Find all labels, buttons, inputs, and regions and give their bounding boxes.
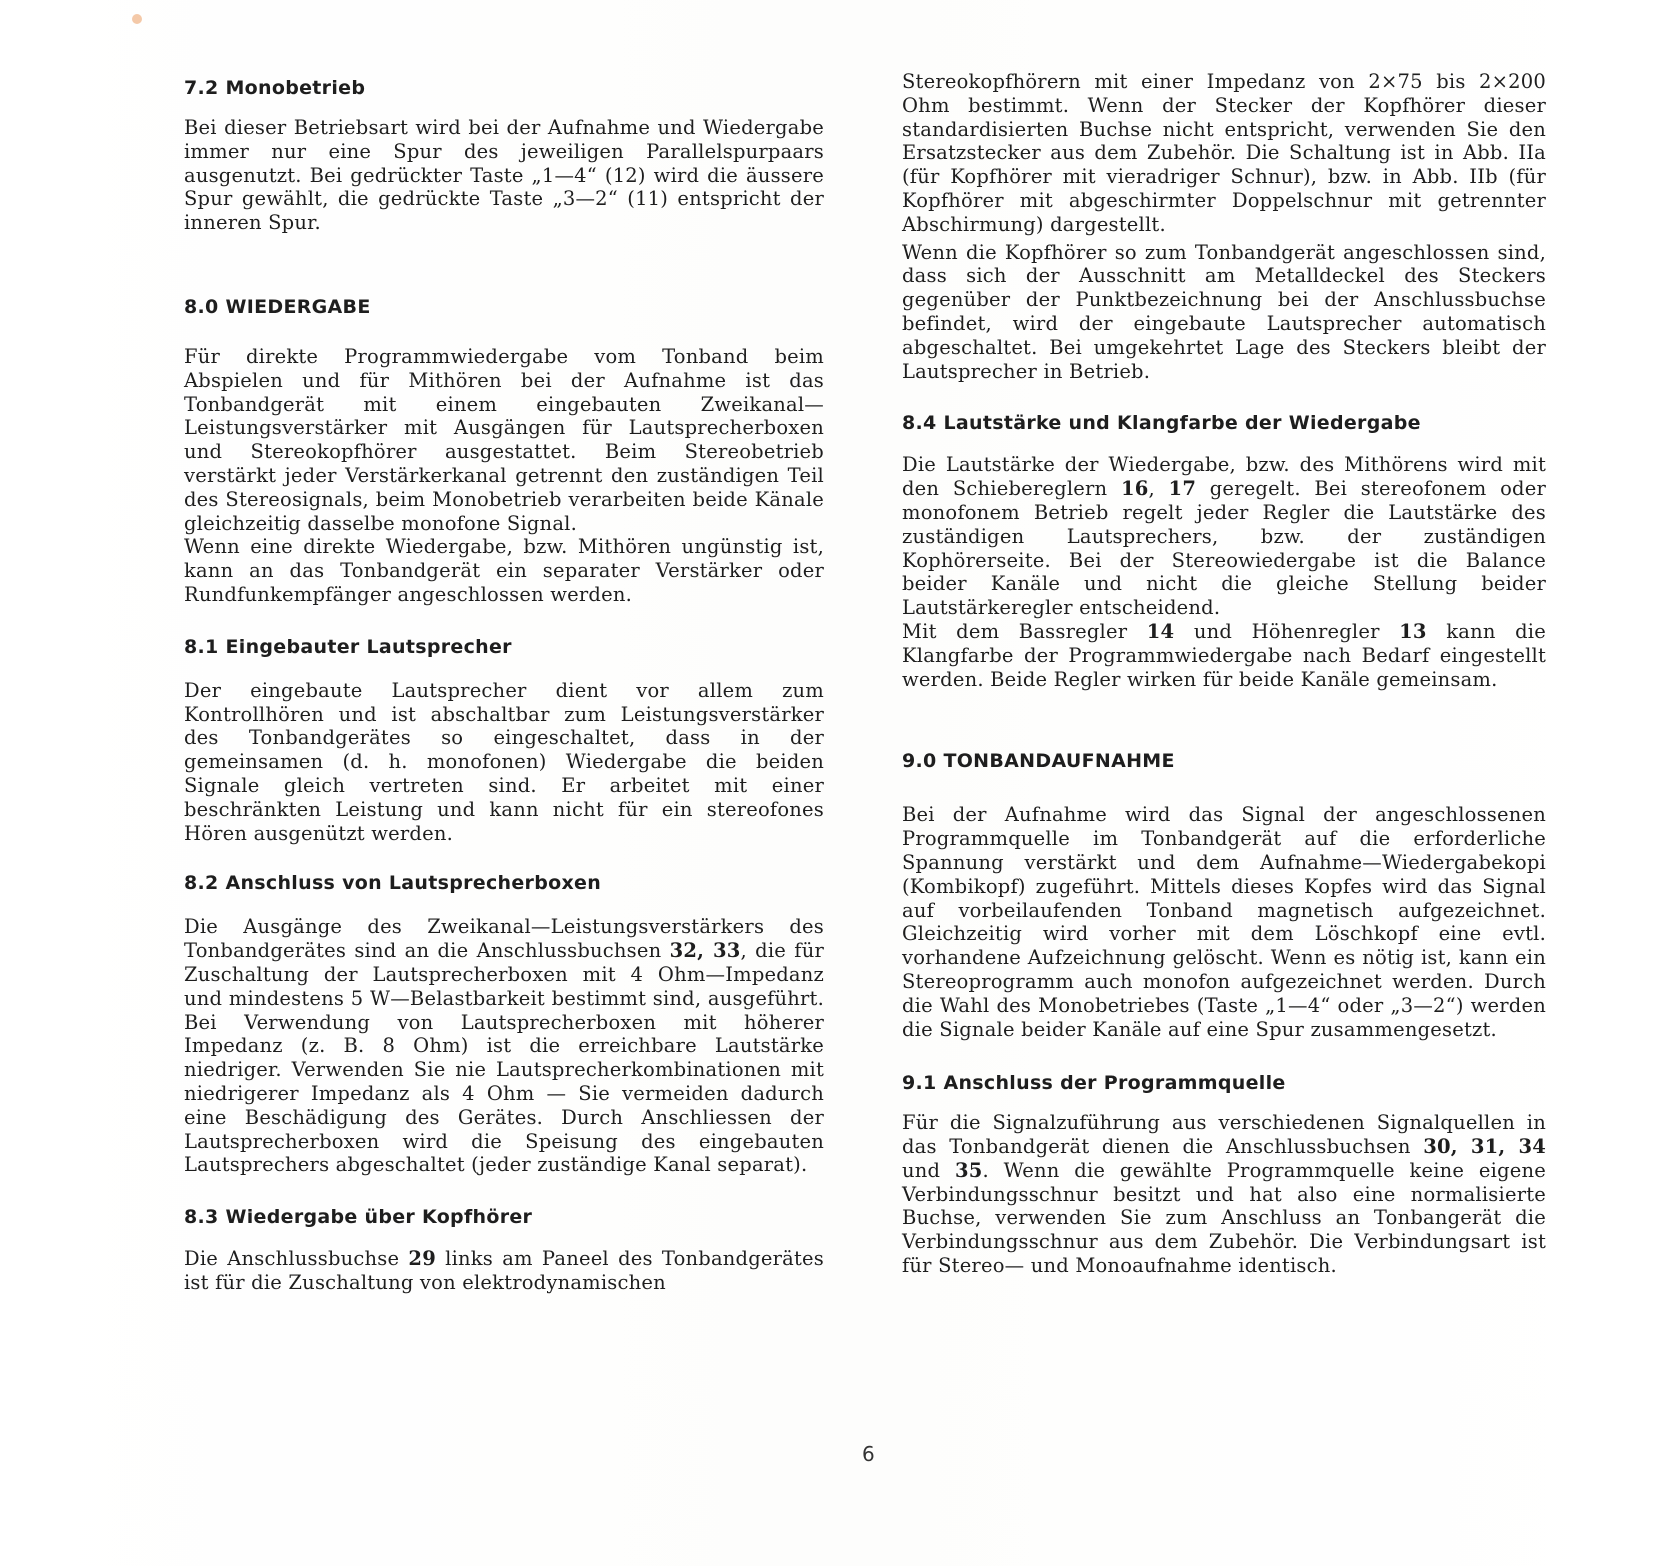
section-8-4-text: Die Lautstärke der Wiedergabe, bzw. des Mithörens wird mit den Schiebereglern 16, 17 geregelt. Bei stereofonem oder monofonem Betrieb regelt jeder Regler die Lautstärke des zuständigen Lautsprechers, bzw. der zuständigen Kophörerseite. Bei der Stereowiedergabe ist die Balance beider Kanäle und nicht die gleiche Stellung beider Lautstärkeregler entscheidend. — [902, 453, 1546, 620]
section-8-0-heading: 8.0 WIEDERGABE — [184, 295, 371, 318]
section-8-0-text-2: Wenn eine direkte Wiedergabe, bzw. Mithören ungünstig ist, kann an das Tonbandgerät ein separater Verstärker oder Rundfunkempfänger angeschlossen werden. — [184, 535, 824, 606]
right-column — [902, 70, 1546, 1278]
section-8-3-continued-2: Wenn die Kopfhörer so zum Tonbandgerät angeschlossen sind, dass sich der Ausschnitt am Metalldeckel des Steckers gegenüber der Punktbezeichnung bei der Anschlussbuchse befindet, wird der eingebaute Lautsprecher automatisch abgeschaltet. Bei umgekehrtet Lage des Steckers bleibt der Lautsprecher in Betrieb. — [902, 240, 1546, 383]
section-7-2-heading: 7.2 Monobetrieb — [184, 77, 366, 99]
section-9-1-heading: 9.1 Anschluss der Programmquelle — [902, 1072, 1286, 1095]
socket-number-29: 29 — [408, 1247, 436, 1271]
section-8-0-text: Für direkte Programmwiedergabe vom Tonband beim Abspielen und für Mithören bei der Aufnahme ist das Tonbandgerät mit einem eingebauten Zweikanal—Leistungsverstärker mit Ausgängen für Lautsprecherboxen und Stereokopfhörer ausgestattet. Beim Stereobetrieb verstärkt jeder Verstärkerkanal getrennt den zuständigen Teil des Stereosignals, beim Monobetrieb verarbeiten beide Känale gleichzeitig dasselbe monofone Signal. — [184, 344, 824, 535]
paper-mark — [132, 14, 142, 24]
section-8-2-heading: 8.2 Anschluss von Lautsprecherboxen — [184, 872, 602, 895]
left-column — [184, 76, 824, 1295]
section-9-1-text: Für die Signalzuführung aus verschiedenen Signalquellen in das Tonbandgerät dienen die Anschlussbuchsen 30, 31, 34 und 35. Wenn die gewählte Programmquelle keine eigene Verbindungsschnur besitzt und hat also eine normalisierte Buchse, verwenden Sie zum Anschluss an Tonbangerät die Verbindungsschnur aus dem Zubehör. Die Verbindungsart ist für Stereo— und Monoaufnahme identisch. — [902, 1111, 1546, 1278]
section-8-4-text-2: Mit dem Bassregler 14 und Höhenregler 13 kann die Klangfarbe der Programmwiedergabe nach Bedarf eingestellt werden. Beide Regler wirken für beide Kanäle gemeinsam. — [902, 619, 1546, 691]
section-8-3-text: Die Anschlussbuchse 29 links am Paneel des Tonbandgerätes ist für die Zuschaltung von elektrodynamischen — [184, 1247, 824, 1294]
section-8-4-heading: 8.4 Lautstärke und Klangfarbe der Wiedergabe — [902, 412, 1421, 435]
section-9-0-heading: 9.0 TONBANDAUFNAHME — [902, 750, 1175, 773]
section-9-0-text: Bei der Aufnahme wird das Signal der angeschlossenen Programmquelle im Tonbandgerät auf die erforderliche Spannung verstärkt und dem Aufnahme—Wiedergabekopi (Kombikopf) zugeführt. Mittels dieses Kopfes wird das Signal auf vorbeilaufenden Tonband magnetisch aufgezeichnet. Gleichzeitig wird vorher mit dem Löschkopf eine evtl. vorhandene Aufzeichnung gelöscht. Wenn es nötig ist, kann ein Stereoprogramm auch monofon aufgezeichnet werden. Durch die Wahl des Monobetriebes (Taste „1—4“ oder „3—2“) werden die Signale beider Kanäle auf eine Spur zusammengesetzt. — [902, 803, 1546, 1041]
socket-numbers: 32, 33 — [669, 939, 741, 963]
section-8-1-heading: 8.1 Eingebauter Lautsprecher — [184, 635, 512, 658]
section-8-1-text: Der eingebaute Lautsprecher dient vor allem zum Kontrollhören und ist abschaltbar zum Leistungsverstärker des Tonbandgerätes so eingeschaltet, dass in der gemeinsamen (d. h. monofonen) Wiedergabe die beiden Signale gleich vertreten sind. Er arbeitet mit einer beschränkten Leistung und kann nicht für ein stereofones Hören ausgenützt werden. — [184, 678, 824, 845]
section-7-2-text: Bei dieser Betriebsart wird bei der Aufnahme und Wiedergabe immer nur eine Spur des jeweiligen Parallelspurpaars ausgenutzt. Bei gedrückter Taste „1—4“ (12) wird die äussere Spur gewählt, die gedrückte Taste „3—2“ (11) entspricht der inneren Spur. — [184, 116, 824, 235]
section-8-2-text: Die Ausgänge des Zweikanal—Leistungsverstärkers des Tonbandgerätes sind an die Anschlussbuchsen 32, 33, die für Zuschaltung der Lautsprecherboxen mit 4 Ohm—Impedanz und mindestens 5 W—Belastbarkeit bestimmt sind, ausgeführt. Bei Verwendung von Lautsprecherboxen mit höherer Impedanz (z. B. 8 Ohm) ist die erreichbare Lautstärke niedriger. Verwenden Sie nie Lautsprecherkombinationen mit niedrigerer Impedanz als 4 Ohm — Sie vermeiden dadurch eine Beschädigung des Gerätes. Durch Anschliessen der Lautsprecherboxen wird die Speisung des eingebauten Lautsprechers abgeschaltet (jeder zuständige Kanal separat). — [184, 915, 824, 1177]
section-8-3-continued: Stereokopfhörern mit einer Impedanz von 2×75 bis 2×200 Ohm bestimmt. Wenn der Stecker der Kopfhörer dieser standardisierten Buchse nicht entspricht, verwenden Sie den Ersatzstecker aus dem Zubehör. Die Schaltung ist in Abb. IIa (für Kopfhörer mit vieradriger Schnur), bzw. in Abb. IIb (für Kopfhörer mit abgeschirmter Doppelschnur mit getrennter Abschirmung) dargestellt. — [902, 70, 1546, 236]
page-number: 6 — [862, 1442, 875, 1466]
section-8-3-heading: 8.3 Wiedergabe über Kopfhörer — [184, 1206, 533, 1229]
